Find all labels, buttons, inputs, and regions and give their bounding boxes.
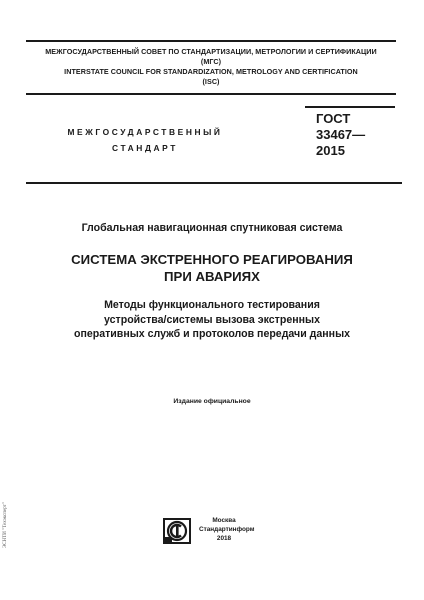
standard-label-line1: МЕЖГОСУДАРСТВЕННЫЙ	[67, 127, 223, 137]
official-edition-label: Издание официальное	[173, 398, 251, 405]
gost-top-rule	[305, 106, 395, 108]
main-title-line2: ПРИ АВАРИЯХ	[164, 269, 260, 284]
publisher-year: 2018	[216, 535, 232, 542]
methods-line2: устройства/системы вызова экстренных	[104, 313, 320, 326]
main-title-line1: СИСТЕМА ЭКСТРЕННОГО РЕАГИРОВАНИЯ	[71, 252, 353, 267]
publisher-name: Стандартинформ	[199, 526, 255, 533]
publisher-city: Москва	[212, 517, 236, 524]
standard-label-line2: СТАНДАРТ	[112, 143, 178, 153]
side-stamp-text: ЭСНТИ "Техэксперт"	[3, 502, 8, 548]
council-en-abbr: (ISC)	[202, 77, 220, 86]
document-main-title	[20, 251, 404, 285]
council-ru-name: МЕЖГОСУДАРСТВЕННЫЙ СОВЕТ ПО СТАНДАРТИЗАЦИИ, МЕТРОЛОГИИ И СЕРТИФИКАЦИИ	[45, 47, 377, 56]
gost-number: 33467—	[316, 127, 366, 142]
header-divider	[26, 182, 402, 184]
gost-year: 2015	[316, 143, 345, 158]
council-ru-abbr: (МГС)	[200, 57, 222, 66]
standartinform-logo-icon	[162, 517, 192, 545]
document-methods-title	[20, 298, 404, 342]
document-subtitle: Глобальная навигационная спутниковая система	[81, 222, 343, 234]
interstate-standard-label	[60, 124, 230, 156]
methods-line3: оперативных служб и протоколов передачи данных	[73, 328, 351, 340]
council-en-name: INTERSTATE COUNCIL FOR STANDARDIZATION, METROLOGY AND CERTIFICATION	[64, 67, 358, 76]
council-header	[26, 40, 396, 95]
publisher-block	[199, 516, 255, 543]
gost-designation	[316, 111, 386, 159]
gost-prefix: ГОСТ	[316, 111, 351, 126]
methods-line1: Методы функционального тестирования	[104, 299, 320, 311]
